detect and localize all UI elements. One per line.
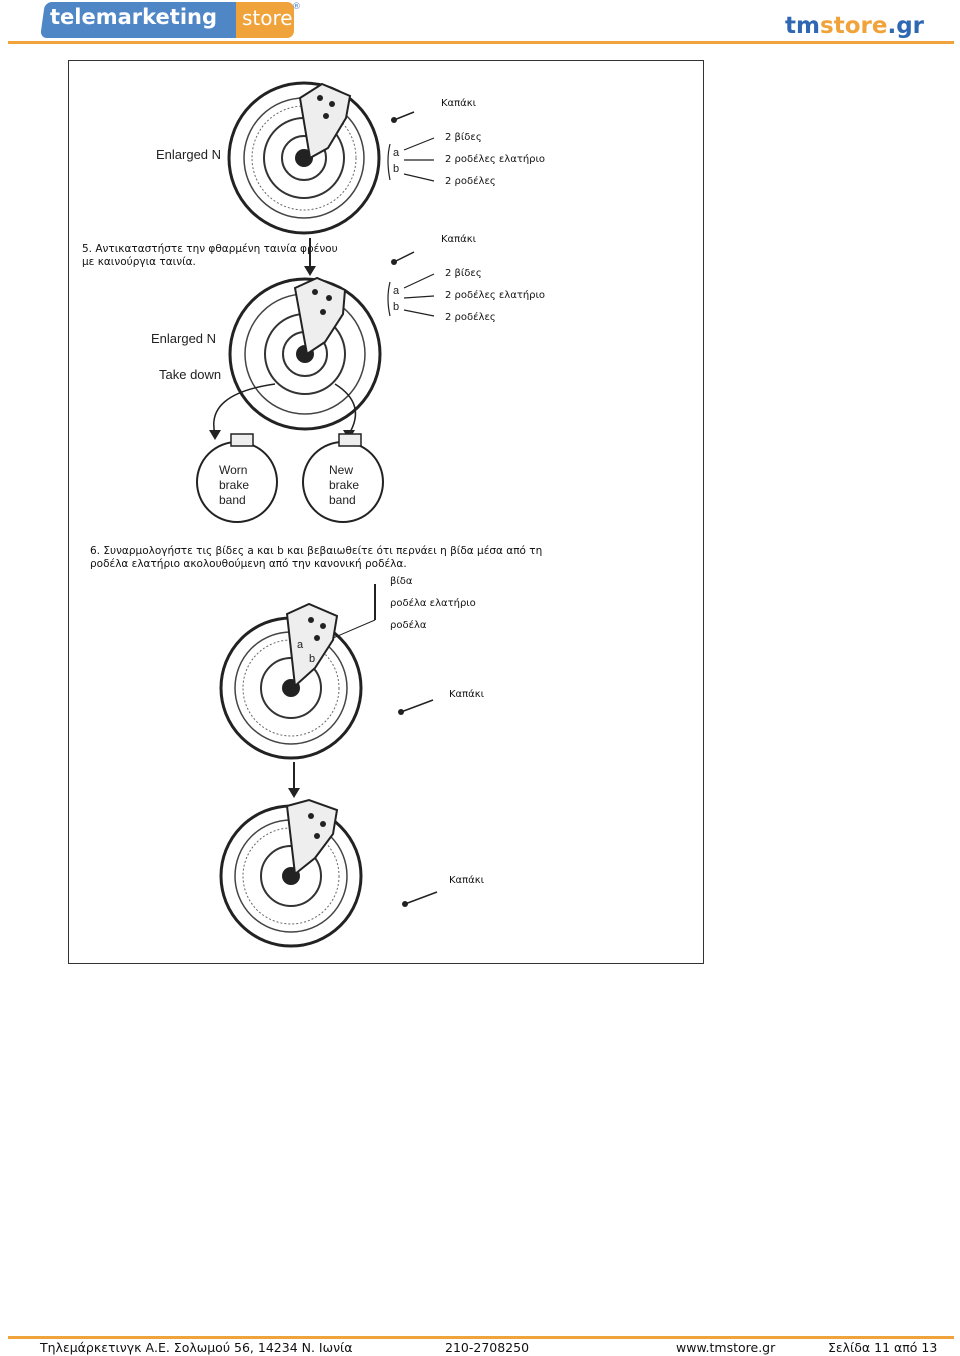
label-washer: ροδέλα bbox=[390, 620, 427, 631]
label-cap-2: Καπάκι bbox=[441, 234, 477, 245]
down-arrow-1 bbox=[300, 238, 320, 278]
brand-gr: .gr bbox=[887, 13, 924, 39]
worn-label-1: Worn bbox=[219, 463, 248, 477]
label-cap: Καπάκι bbox=[441, 98, 477, 109]
label-cap-3: Καπάκι bbox=[449, 689, 485, 700]
logo-text-telemarketing: telemarketing bbox=[50, 5, 217, 29]
footer-company-address: Τηλεμάρκετινγκ Α.Ε. Σολωμού 56, 14234 Ν. Ιωνία bbox=[40, 1340, 353, 1355]
label-cap-4: Καπάκι bbox=[449, 875, 485, 886]
brand-store: store bbox=[820, 13, 888, 39]
footer-phone: 210-2708250 bbox=[445, 1340, 530, 1355]
part-b-label-3: b bbox=[309, 653, 316, 665]
label-2-spring-washers-2: 2 ροδέλες ελατήριο bbox=[445, 290, 546, 301]
wheel-diagram-3 bbox=[215, 580, 455, 780]
wheel-diagram-1 bbox=[150, 78, 390, 238]
take-down-label: Take down bbox=[159, 367, 222, 382]
label-2-washers-2: 2 ροδέλες bbox=[445, 312, 496, 323]
part-a-label: a bbox=[393, 147, 400, 159]
enlarged-n-label: Enlarged N bbox=[156, 147, 222, 162]
footer-divider bbox=[8, 1336, 954, 1339]
registered-mark: ® bbox=[292, 2, 301, 12]
new-label-2: brake bbox=[329, 478, 360, 492]
step-5-line-1: 5. Αντικαταστήστε την φθαρμένη ταινία φρένου bbox=[82, 243, 338, 255]
worn-label-2: brake bbox=[219, 478, 250, 492]
logo-text-store: store bbox=[242, 6, 293, 30]
new-label-1: New bbox=[329, 463, 354, 477]
wheel-diagram-2 bbox=[145, 274, 385, 534]
new-label-3: band bbox=[329, 493, 356, 507]
label-screw: βίδα bbox=[390, 576, 413, 587]
part-a-label-2: a bbox=[393, 285, 400, 297]
parts-callout-1 bbox=[384, 108, 444, 188]
label-2-screws-2: 2 βίδες bbox=[445, 268, 482, 279]
label-2-washers: 2 ροδέλες bbox=[445, 176, 496, 187]
step-6-line-2: ροδέλα ελατήριο ακολουθούμενη από την κανονική ροδέλα. bbox=[90, 558, 407, 570]
label-2-screws: 2 βίδες bbox=[445, 132, 482, 143]
footer-website-link[interactable]: www.tmstore.gr bbox=[676, 1340, 776, 1355]
enlarged-n-label-2: Enlarged N bbox=[151, 331, 217, 346]
label-2-spring-washers: 2 ροδέλες ελατήριο bbox=[445, 154, 546, 165]
part-a-label-3: a bbox=[297, 639, 304, 651]
step-6-line-1: 6. Συναρμολογήστε τις βίδες a και b και βεβαιωθείτε ότι περνάει η βίδα μέσα από τη bbox=[90, 545, 543, 557]
part-b-label: b bbox=[393, 163, 400, 175]
footer-page-number: Σελίδα 11 από 13 bbox=[828, 1340, 938, 1355]
worn-label-3: band bbox=[219, 493, 246, 507]
header-divider bbox=[8, 41, 954, 44]
brand-tm: tm bbox=[785, 13, 821, 39]
parts-callout-2 bbox=[384, 242, 444, 322]
part-b-label-2: b bbox=[393, 301, 400, 313]
wheel-diagram-4 bbox=[215, 796, 455, 956]
telemarketing-store-logo bbox=[40, 2, 301, 38]
tmstore-brand bbox=[785, 13, 924, 39]
label-spring-washer: ροδέλα ελατήριο bbox=[390, 598, 476, 609]
step-5-line-2: με καινούργια ταινία. bbox=[82, 256, 196, 268]
step-6-text bbox=[90, 545, 542, 571]
